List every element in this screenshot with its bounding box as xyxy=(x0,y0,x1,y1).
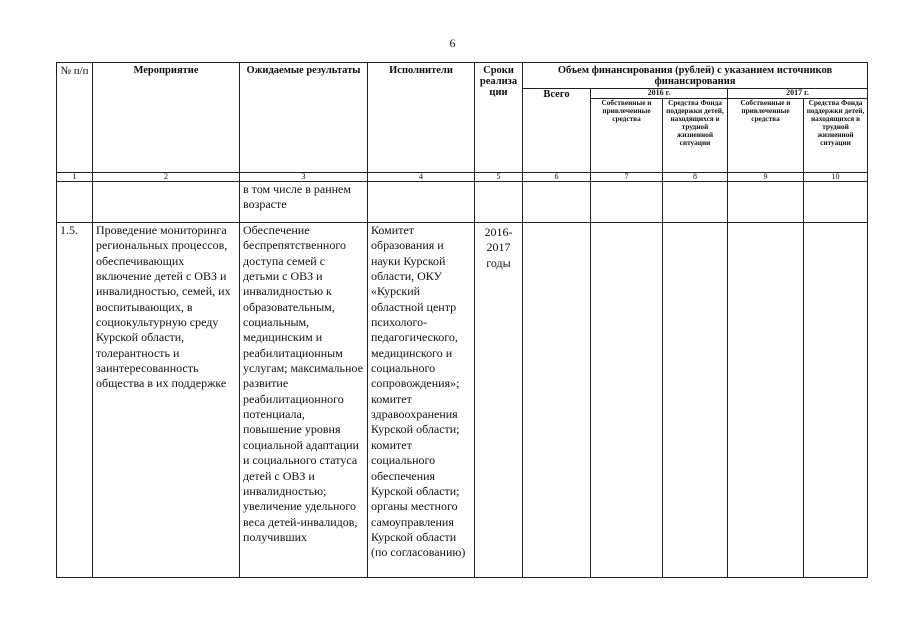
table-row-1-5 xyxy=(57,223,868,578)
results-cell: в том числе в раннем возрасте xyxy=(240,182,368,223)
header-own-funds-2016: Собственные и привлеченные средства xyxy=(591,99,663,173)
own-funds-2016-cell xyxy=(591,223,663,578)
column-number: 3 xyxy=(240,173,368,182)
column-number: 10 xyxy=(804,173,868,182)
row-number-cell xyxy=(57,182,93,223)
row-number-cell: 1.5. xyxy=(57,223,93,578)
header-fund-means-2017: Средства Фонда поддержки детей, находящихся в трудной жизненной ситуации xyxy=(804,99,868,173)
column-number: 8 xyxy=(663,173,728,182)
column-number: 5 xyxy=(475,173,523,182)
header-year-2017: 2017 г. xyxy=(728,89,868,99)
column-number: 2 xyxy=(93,173,240,182)
executors-cell: Комитет образования и науки Курской области, ОКУ «Курский областной центр психолого-педагогического, медицинского и социального сопровождения»; комитет здравоохранения Курской области; комитет социального обеспечения Курской области; органы местного самоуправления Курской области (по согласованию) xyxy=(368,223,475,578)
program-table xyxy=(56,62,868,578)
column-number: 1 xyxy=(57,173,93,182)
term-cell: 2016-2017 годы xyxy=(475,223,523,578)
fund-means-2016-cell xyxy=(663,223,728,578)
header-results: Ожидаемые результаты xyxy=(240,63,368,173)
header-fund-means-2016: Средства Фонда поддержки детей, находящихся в трудной жизненной ситуации xyxy=(663,99,728,173)
own-funds-2017-cell xyxy=(728,182,804,223)
column-number: 4 xyxy=(368,173,475,182)
fund-means-2016-cell xyxy=(663,182,728,223)
header-row-1 xyxy=(57,63,868,89)
total-cell xyxy=(523,182,591,223)
header-funding: Объем финансирования (рублей) с указанием источников финансирования xyxy=(523,63,868,89)
term-cell xyxy=(475,182,523,223)
total-cell xyxy=(523,223,591,578)
table-row-continuation xyxy=(57,182,868,223)
header-year-2016: 2016 г. xyxy=(591,89,728,99)
executors-cell xyxy=(368,182,475,223)
event-cell xyxy=(93,182,240,223)
header-own-funds-2017: Собственные и привлеченные средства xyxy=(728,99,804,173)
header-executors: Исполнители xyxy=(368,63,475,173)
page-number: 6 xyxy=(449,36,456,50)
header-number: № п/п xyxy=(57,63,93,173)
column-number: 6 xyxy=(523,173,591,182)
results-cell: Обеспечение беспрепятственного доступа семей с детьми с ОВЗ и инвалидностью к образовательным, социальным, медицинским и реабилитационным услугам; максимальное развитие реабилитационного потенциала, повышение уровня социальной адаптации и социального статуса детей с ОВЗ и инвалидностью; увеличение удельного веса детей-инвалидов, получивших xyxy=(240,223,368,578)
column-numbers-row xyxy=(57,173,868,182)
fund-means-2017-cell xyxy=(804,182,868,223)
column-number: 7 xyxy=(591,173,663,182)
header-event: Мероприятие xyxy=(93,63,240,173)
header-total: Всего xyxy=(523,89,591,173)
own-funds-2016-cell xyxy=(591,182,663,223)
fund-means-2017-cell xyxy=(804,223,868,578)
column-number: 9 xyxy=(728,173,804,182)
header-term: Сроки реализа ции xyxy=(475,63,523,173)
event-cell: Проведение мониторинга региональных процессов, обеспечивающих включение детей с ОВЗ и инвалидностью, семей, их воспитывающих, в социокультурную среду Курской области, толерантность и заинтересованность общества в их поддержке xyxy=(93,223,240,578)
own-funds-2017-cell xyxy=(728,223,804,578)
